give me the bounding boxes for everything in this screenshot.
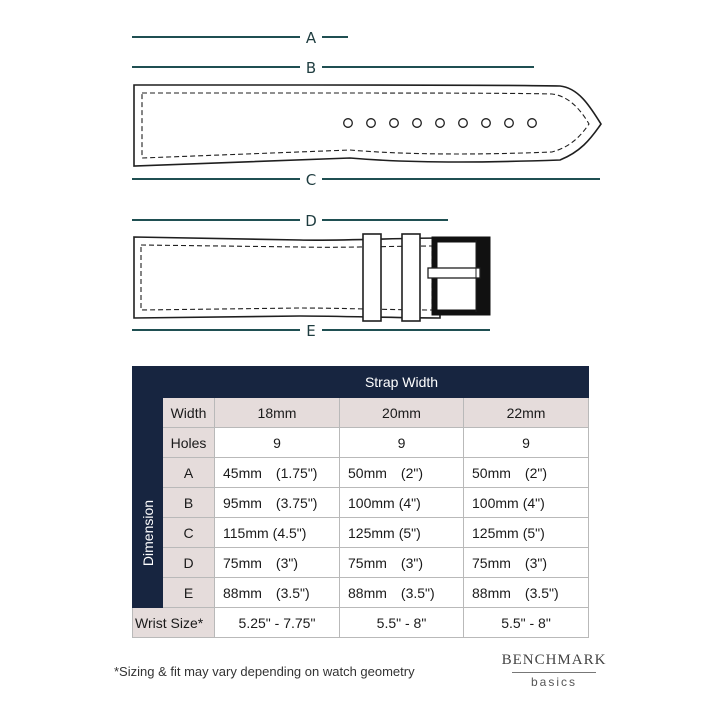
table-cell: 100mm (4") bbox=[464, 488, 589, 518]
size-table bbox=[132, 366, 589, 638]
table-cell: 50mm (2") bbox=[340, 458, 464, 488]
table-cell: 75mm (3") bbox=[215, 548, 340, 578]
dimension-label-b: B bbox=[305, 59, 317, 77]
dimension-d bbox=[132, 212, 448, 230]
table-cell: 88mm (3.5") bbox=[340, 578, 464, 608]
dimension-side-text: Dimension bbox=[139, 499, 156, 566]
width-22mm: 22mm bbox=[464, 398, 589, 428]
wrist-22mm: 5.5" - 8" bbox=[464, 608, 589, 638]
holes-18mm: 9 bbox=[215, 428, 340, 458]
holes-20mm: 9 bbox=[340, 428, 464, 458]
table-cell: 45mm (1.75") bbox=[215, 458, 340, 488]
strap-keeper-2 bbox=[402, 234, 420, 321]
table-cell: 88mm (3.5") bbox=[464, 578, 589, 608]
holes-22mm: 9 bbox=[464, 428, 589, 458]
width-20mm: 20mm bbox=[340, 398, 464, 428]
side-spacer bbox=[133, 398, 163, 428]
side-spacer bbox=[133, 428, 163, 458]
dimension-label-d: D bbox=[305, 212, 317, 230]
row-label: E bbox=[163, 578, 215, 608]
long-strap bbox=[134, 85, 601, 166]
table-cell: 75mm (3") bbox=[464, 548, 589, 578]
row-label: A bbox=[163, 458, 215, 488]
table-row bbox=[133, 458, 589, 488]
logo-brand: BENCHMARK bbox=[501, 652, 607, 668]
strap-width-title: Strap Width bbox=[215, 367, 589, 398]
table-cell: 50mm (2") bbox=[464, 458, 589, 488]
width-18mm: 18mm bbox=[215, 398, 340, 428]
strap-holes bbox=[344, 119, 537, 128]
table-row bbox=[133, 488, 589, 518]
dimension-label-a: A bbox=[305, 29, 317, 47]
holes-row bbox=[133, 428, 589, 458]
table-cell: 88mm (3.5") bbox=[215, 578, 340, 608]
buckle bbox=[428, 237, 490, 315]
dimension-b bbox=[132, 59, 534, 77]
row-label: B bbox=[163, 488, 215, 518]
row-label: C bbox=[163, 518, 215, 548]
holes-label: Holes bbox=[163, 428, 215, 458]
table-cell: 115mm (4.5") bbox=[215, 518, 340, 548]
table-title-row bbox=[133, 367, 589, 398]
logo-sub: basics bbox=[530, 675, 577, 689]
dimension-side-label bbox=[133, 458, 163, 608]
table-cell: 125mm (5") bbox=[340, 518, 464, 548]
table-corner bbox=[133, 367, 215, 398]
wrist-20mm: 5.5" - 8" bbox=[340, 608, 464, 638]
strap-keeper-1 bbox=[363, 234, 381, 321]
wrist-18mm: 5.25" - 7.75" bbox=[215, 608, 340, 638]
width-label: Width bbox=[163, 398, 215, 428]
wrist-size-row bbox=[133, 608, 589, 638]
wrist-size-label: Wrist Size* bbox=[133, 608, 215, 638]
row-label: D bbox=[163, 548, 215, 578]
dimension-label-c: C bbox=[305, 171, 317, 189]
table-row bbox=[133, 578, 589, 608]
sizing-footnote: *Sizing & fit may vary depending on watch geometry bbox=[114, 664, 415, 679]
table-cell: 125mm (5") bbox=[464, 518, 589, 548]
table-row bbox=[133, 518, 589, 548]
dimension-c bbox=[132, 171, 600, 189]
width-row bbox=[133, 398, 589, 428]
table-cell: 95mm (3.75") bbox=[215, 488, 340, 518]
dimension-label-e: E bbox=[306, 322, 316, 340]
table-cell: 100mm (4") bbox=[340, 488, 464, 518]
table-row bbox=[133, 548, 589, 578]
table-cell: 75mm (3") bbox=[340, 548, 464, 578]
dimension-e bbox=[132, 322, 490, 340]
buckle-strap bbox=[134, 234, 490, 321]
benchmark-basics-logo bbox=[498, 652, 610, 689]
dimension-a bbox=[132, 29, 348, 47]
logo-divider bbox=[512, 672, 596, 673]
